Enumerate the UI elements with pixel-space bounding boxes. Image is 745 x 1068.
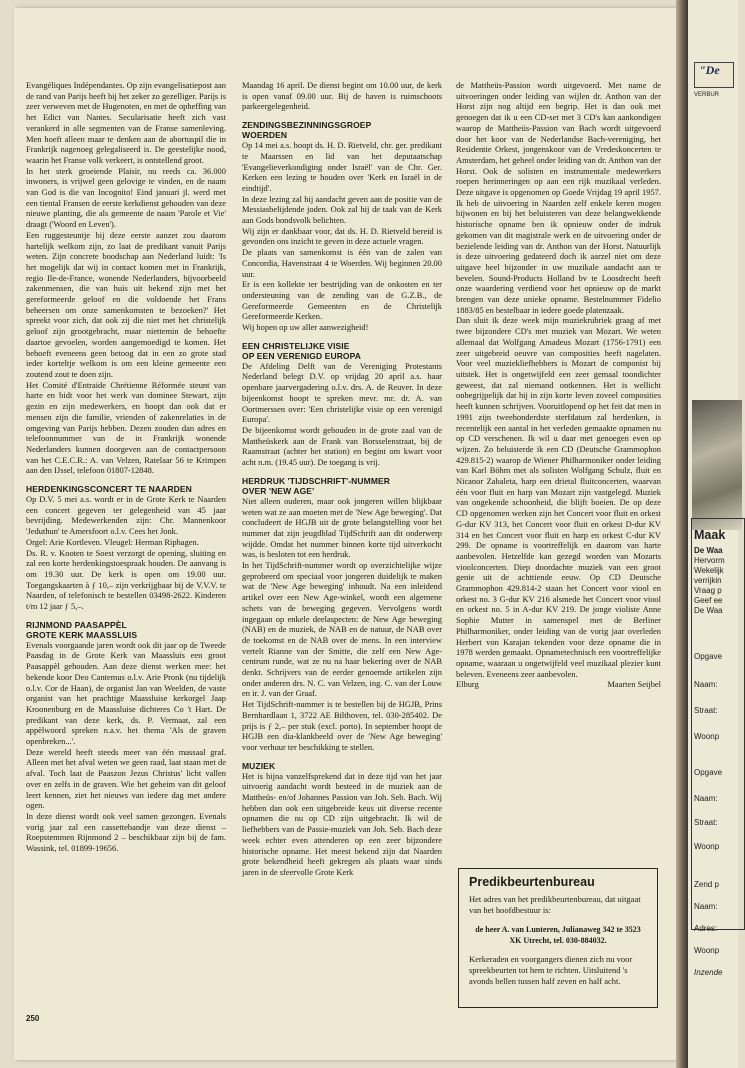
form-field-label: Straat:	[694, 818, 718, 827]
paragraph: Een ruggesteuntje bij deze eerste aanzet zou daarom hartelijk welkom zijn, zo laat de predikant vanuit Parijs weten. Zijn concrete boodschap aan Nederland luidt: 'Is het mogelijk dat wij in contact komen met in Frankrijk, regio Ile-de-France, wonende Nederlanders, bijvoorbeeld zakenmensen, die van huis uit bekend zijn met het gereformeerde geloof en die voldoende het Frans beheersen om onze samenkomsten te bezoeken?' Het spreekt voor zich, dat ook zij die niet met het christelijk geloof zijn grootgebracht, maar niettemin de behoefte daartoe gevoelen, worden aangemoedigd te komen. Het behoeft eveneens geen betoog dat in een zo grote stad ieder korteltje welkom is om een kleine gemeente een zoutend zout te doen zijn.	[26, 229, 226, 379]
form-field-label: Straat:	[694, 706, 718, 715]
form-field-label: Woonp	[694, 946, 720, 955]
page-gutter	[676, 0, 688, 1068]
article-heading	[242, 341, 442, 361]
column-1	[26, 80, 226, 1015]
box-address: de heer A. van Lunteren, Julianaweg 342 te 3523 XK Utrecht, tel. 030-884032.	[475, 925, 641, 945]
paragraph: Dan sluit ik deze week mijn muziekrubriek graag af met twee bijzondere CD's met muziek van Mozart. We weten allemaal dat Wolfgang Amadeus Mozart (1756-1791) een zeer uitgebreid oeuvre van composities heeft nagelaten. Voor veel muziekliefhebbers is Mozart de componist bij uitstek. Het is ongetwijfeld een zeer gemaal toondichter geweest, dat zal niemand ontkennen. Het is wellicht onbegrijpelijk dat hij in zijn korte leven zoveel composities heeft kunnen schrijven. Vooruitlopend op het feit dat men in 1991 zijn tweehonderdste sterfdatum zal herdenken, is recentelijk een aantal in het verleden gemaakte opnamen nu op CD verschenen. Ik wil u daar met genoegen even op wijzen. Zo beluisterde ik een CD (Deutsche Grammophon 429.815-2) waarop de Wiener Philharmoniker onder leiding van Karl Böhm met als solisten Wolfgang Schulz, fluit en Nicanor Zabaleta, harp een drietal fluitconcerten, waarvan één voor fluit en harp van Mozart zijn vastgelegd. Muziek van ongekende schoonheid, die blijft boeien. De op deze CD opgenomen werken zijn het Concert voor fluit en orkest G-dur KV 313, het Concert voor fluit en orkest D-dur KV 314 en het Concert voor fluit en harp en orkest C-dur KV 299. De opname is voortreffelijk en daarom van harte aanbevolen. Hetzelfde kan gezegd worden van Mozarts vioolconcerten. Diep doordachte muziek van een groot genie uit de achttiende eeuw. Op CD Deutsche Grammophon 429.814-2 staan het Concert voor viool en orkest no. 3 G-dur KV 216 alsmede het Concert voor viool en orkest no. 5 in A-dur KV 219. De jonge violiste Anne Sophie Mutter in samenspel met de Berliner Philharmoniker, onder leiding van de vorig jaar overleden Herbert von Karajan tekenden voor deze opname die in 1978 werden gemaakt. Opnametechnisch een voortreffelijke opname, waaraan u ongetwijfeld veel muzikaal plezier kunt beleven. Eveneens zeer aanbevolen.	[456, 315, 661, 679]
column-2	[242, 80, 442, 877]
paragraph: De Afdeling Delft van de Vereniging Protestants Nederland belegt D.V. op vrijdag 20 april a.s. haar openbare jaarvergadering o.l.v. drs. A. de Reuver. In deze bijeenkomst hoopt te spreken mevr. mr. dr. A. van Oortmerssen over: 'Een christelijke visie op een verenigd Europa'.	[242, 360, 442, 425]
box-intro: Het adres van het predikbeurtenbureau, dat uitgaat van het hoofdbestuur is:	[469, 894, 641, 915]
form-field-label: Zend p	[694, 880, 719, 889]
paragraph: Maandag 16 april. De dienst begint om 10.00 uur, de kerk is open vanaf 09.00 uur. Bij de haven is ruimschoots parkeergelegenheid.	[242, 80, 442, 112]
facing-page	[688, 0, 738, 1068]
paragraph: Het TijdSchrift-nummer is te bestellen bij de HGJB, Prins Bernhardlaan 1, 3722 AE Bilthoven, tel. 030-285402. De prijs is ƒ 2,– per stuk (excl. porto). In september hoopt de HGJB een dia-klankbeeld over de 'New Age beweging' voor verhuur ter beschikking te stellen.	[242, 699, 442, 752]
form-field-label: Naam:	[694, 902, 718, 911]
form-field-label: Adres:	[694, 924, 718, 933]
paragraph: Deze wereld heeft steeds meer van één massaal graf. Alleen met het afval weten we geen raad, laat staan met de afval. Toch laat de Paaszon Jezus Christus' licht vallen over en zelfs in de graven. Wie het geheim van dit geloof leert kennen, ziet het nieuws van iedere dag met andere ogen.	[26, 746, 226, 811]
form-field-label: Woonp	[694, 732, 720, 741]
paragraph: Niet alleen ouderen, maar ook jongeren willen blijkbaar weten wat ze aan moeten met de 'New Age beweging'. Dat concludeert de HGJB uit de grote belangstelling voor het nummer dat zijn jeugdblad TijdSchrift aan dit onderwerp wijdde. Omdat het nummer binnen korte tijd uitverkocht was, is besloten tot een herdruk.	[242, 495, 442, 560]
heading-line: RIJNMOND PAASAPPÈL	[26, 619, 127, 630]
form-line: Geef ee	[694, 596, 723, 605]
paragraph: Ds. R. v. Kooten te Soest verzorgt de opening, sluiting en zal een korte herdenkingstoespraak houden. De aanvang is om 19.30 uur. De kerk is open om 19.00 uur. Toegangskaarten à ƒ 10,– zijn verkrijgbaar bij de V.V.V. te Naarden, of telefonisch te bestellen 03498-2622. Kinderen t/m 12 jaar ƒ 5,–.	[26, 547, 226, 612]
signature-line	[456, 679, 661, 690]
form-field-label: Woonp	[694, 842, 720, 851]
article-heading	[26, 620, 226, 640]
form-field-label: Opgave	[694, 768, 723, 777]
heading-line: EEN CHRISTELIJKE VISIE	[242, 340, 350, 351]
paragraph: In het sterk groeiende Plaisir, nu reeds ca. 36.000 inwoners, is vrijwel geen gelovige te vinden, en de naam van God is die van Incognito! Eind januari jl. werd met een tiental Fransen de eerste kerkdienst gehouden van deze nieuwe planting, die als gemeente de naam 'Parole et Vie' draagt ('Woord en Leven').	[26, 165, 226, 230]
paragraph: Evenals voorgaande jaren wordt ook dit jaar op de Tweede Paasdag in de Grote Kerk van Maassluis een groot Paasappèl gehouden. Aan deze dienst werken mee: het bekende koor Deo Cantemus o.l.v. Arie Pronk (nu tijdelijk o.l.v. Cor de Haan), de organist Jan van Weelden, de vaste organist van het prachtige Maassluise kerkorgel Jaap Kroonenburg en de Maassluise dichteres Co 't Hart. De predikant van deze kerk, ds. P. Vermaat, zal een appèlwoord spreken n.a.v. het thema 'Als de graven openbreken...'.	[26, 639, 226, 747]
heading-line: WOERDEN	[242, 130, 288, 141]
form-line: De Waa	[694, 546, 723, 555]
form-line: Hervorm	[694, 556, 725, 565]
paragraph: Orgel: Arie Kortleven. Vleugel: Herman Riphagen.	[26, 536, 199, 547]
article-heading	[242, 120, 442, 140]
paragraph: Wij zijn er dankbaar voor, dat ds. H. D. Rietveld bereid is gevonden ons inzicht te geven in deze actuele vragen.	[242, 225, 442, 247]
place: Elburg	[456, 679, 479, 690]
paragraph: In deze lezing zal hij aandacht geven aan de positie van de Messiasbelijdende joden. Ook zal hij de taak van de Kerk aan Gods bondsvolk belichten.	[242, 193, 442, 226]
paragraph: In het TijdSchrift-nummer wordt op overzichtelijke wijze geprobeerd om speciaal voor jongeren duidelijk te maken wat de 'New Age beweging' inhoudt. Na een inleidend artikel over een New Age-winkel, wordt een algemene schets van de beweging gegeven. Vervolgens wordt ingegaan op enkele deelaspecten: de New Age beweging (NAB) en de muziek, de NAB en de natuur, de NAB over de toekomst en de NAB over de mens. In een interview vertelt Rianne van der Smitte, die zelf een New Age-centrum runde, wat ze nu na haar bekering over de NAB denkt. Schrijvers van de eerder genoemde artikelen zijn onder anderen drs. N. C. van Velzen, ing. C. van der Louw en ir. J. van der Graaf.	[242, 560, 442, 699]
advert-label: VERBUR	[694, 92, 720, 98]
article-heading: HERDENKINGSCONCERT TE NAARDEN	[26, 484, 192, 495]
paragraph: Het is bijna vanzelfsprekend dat in deze tijd van het jaar uitvoerig aandacht wordt besteed in de muziek aan de Mattheüs- en/of Johannes Passion van Joh. Seb. Bach. Wij hebben dan ook een uitgebreide keus uit diverse recente opnamen die nu op CD zijn uitgebracht. Ik wil de liefhebbers van de Passie-muziek van Joh. Seb. Bach deze week echter even attenderen op een zeer bijzondere historische opname. Het meest bekend zijn dat Naarden grote bekendheid heeft gekregen als plaats waar sinds jaren in de sfeervolle Grote Kerk	[242, 770, 442, 877]
article-heading	[242, 476, 442, 496]
form-field-label: Opgave	[694, 652, 723, 661]
predikbeurtenbureau-box	[458, 868, 658, 1008]
paragraph: Evangéliques Indépendantes. Op zijn evangelisatiepost aan de rand van Parijs heeft hij het zeker zo gezelliger. Parijs is zeer verweven met de Hugenoten, en met de opheffing van het Edict van Nantes. Secularisatie heeft zich vast verankerd in alle segmenten van de Franse samenleving. Men hoeft alleen maar te denken aan de abortuspil die in Frankrijk nagenoeg gelegaliseerd is. De geestelijke nood, waarin het Franse volk verkeert, is ontstellend groot.	[26, 80, 226, 165]
form-field-label: Naam:	[694, 794, 718, 803]
paragraph: Op 14 mei a.s. hoopt ds. H. D. Rietveld, chr. ger. predikant te Maarssen en lid van het deputaatschap 'Evangelieverkondiging onder Israël' van de Chr. Ger. Kerken een lezing te houden over 'Kerk en Israël in de eindtijd'.	[242, 140, 442, 193]
paragraph: De plaats van samenkomst is één van de zalen van Concordia, Havenstraat 4 te Woerden. Wij beginnen 20.00 uur.	[242, 247, 442, 279]
form-heading: Maak	[694, 528, 726, 542]
column-3	[456, 80, 661, 940]
paragraph: Er is een kollekte ter bestrijding van de onkosten en ter ondersteuning van de zending van de G.Z.B., de Gereformeerde Gemeenten en de Christelijk Gereformeerde Kerken.	[242, 279, 442, 322]
paragraph: In deze dienst wordt ook veel samen gezongen. Evenals vorig jaar zal een cassettebandje van deze dienst – Roepstemmen Rijnmond 2 – beschikbaar zijn bij de fam. Wassink, tel. 01899-19656.	[26, 811, 226, 854]
heading-line: OVER 'NEW AGE'	[242, 485, 315, 496]
form-line: De Waa	[694, 606, 723, 615]
form-line: verrijkin	[694, 576, 722, 585]
heading-line: GROTE KERK MAASSLUIS	[26, 629, 138, 640]
box-title: Predikbeurtenbureau	[469, 875, 595, 889]
author: Maarten Seijbel	[607, 679, 661, 690]
paragraph: De bijeenkomst wordt gehouden in de grote zaal van de Mattheüskerk aan de Frank van Borsselenstraat, bij de Raamstraat (achter het station) en begint om kwart voor acht n.m. (19.45 uur). De toegang is vrij.	[242, 424, 442, 468]
heading-line: HERDRUK 'TIJDSCHRIFT'-NUMMER	[242, 475, 391, 486]
form-field-label: Naam:	[694, 680, 718, 689]
heading-line: ZENDINGSBEZINNINGSGROEP	[242, 120, 372, 131]
form-field-label: Inzende	[694, 968, 723, 977]
paragraph: Het Comité d'Entraide Chrétienne Réformée steunt van harte en bidt voor het werk van dominee Stewart, zijn gezin en zijn medewerkers, en hoopt dan ook dat er mensen zijn die familie, vrienden of zakenrelaties in de omgeving van Parijs hebben. Dezen zouden dan adres en telefoonnummer van de in Frankrijk wonende Nederlanders kunnen doorgeven aan de contactpersoon van het C.E.C.R.: A. van Velzen, Ratelaar 56 te Krimpen aan den IJssel, telefoon 01807-12848.	[26, 379, 226, 476]
photo	[692, 400, 742, 530]
advert-logo: "De	[694, 62, 734, 88]
article-heading: MUZIEK	[242, 760, 276, 771]
page-number: 250	[26, 1014, 40, 1023]
form-line: Wekelijk	[694, 566, 724, 575]
box-note: Kerkeraden en voorgangers dienen zich nu voor spreekbeurten tot hem te richten. Uitsluitend 's avonds bellen tussen half zeven en half acht.	[469, 954, 633, 986]
heading-line: OP EEN VERENIGD EUROPA	[242, 350, 362, 361]
paragraph: de Mattheüs-Passion wordt uitgevoerd. Met name de uitvoeringen onder leiding van wijlen dr. Anthon van der Horst zijn nog altijd een begrip. Het is dan ook met genoegen dat ik u een CD-set met 3 CD's kan aankondigen waarop de Mattheüs-Passion van Bach wordt uitgevoerd door het koor van de Nederlandse Bach-vereniging, het Residentie Orkest, jongenskoor van de Vredeskoncerten te Amsterdam, het geheel onder leiding van dr. Anthon van der Horst. Ook de solisten en instrumentale medewerkers roepen herinneringen op aan een rijk muzikaal verleden. Deze uitgave is opgenomen op Goede Vrijdag 19 april 1957. Ik heb de uitvoering in Naarden zelf enkele keren mogen bijwonen en bij het beluisteren van deze belangwekkende historische opname ben ik opnieuw onder de indruk gekomen van dit magistrale werk en de uitvoering onder de bezielende leiding van dr. Anthon van der Horst. Natuurlijk is deze uitvoering gedateerd doch ik aarzel niet om deze uitgave heel bijzonder in uw muzikale aandacht aan te bevelen. Sound-Products Holland bv te Loosdrecht heeft onze waardering verdiend voor het opnieuw op de markt brengen van deze unieke opname. Bestelnummer Fidelio 1883/85 en bestelbaar in iedere goede platenzaak.	[456, 80, 661, 315]
paragraph: Wij hopen op uw aller aanwezigheid!	[242, 322, 369, 333]
form-line: Vraag p	[694, 586, 722, 595]
paragraph: Op D.V. 5 mei a.s. wordt er in de Grote Kerk te Naarden een concert gegeven ter gelegenheid van 45 jaar bevrijding. Medewerkenden zijn: Chr. Mannenkoor 'Jeduthun' te Amersfoort o.l.v. Cees het Jonk.	[26, 494, 226, 537]
